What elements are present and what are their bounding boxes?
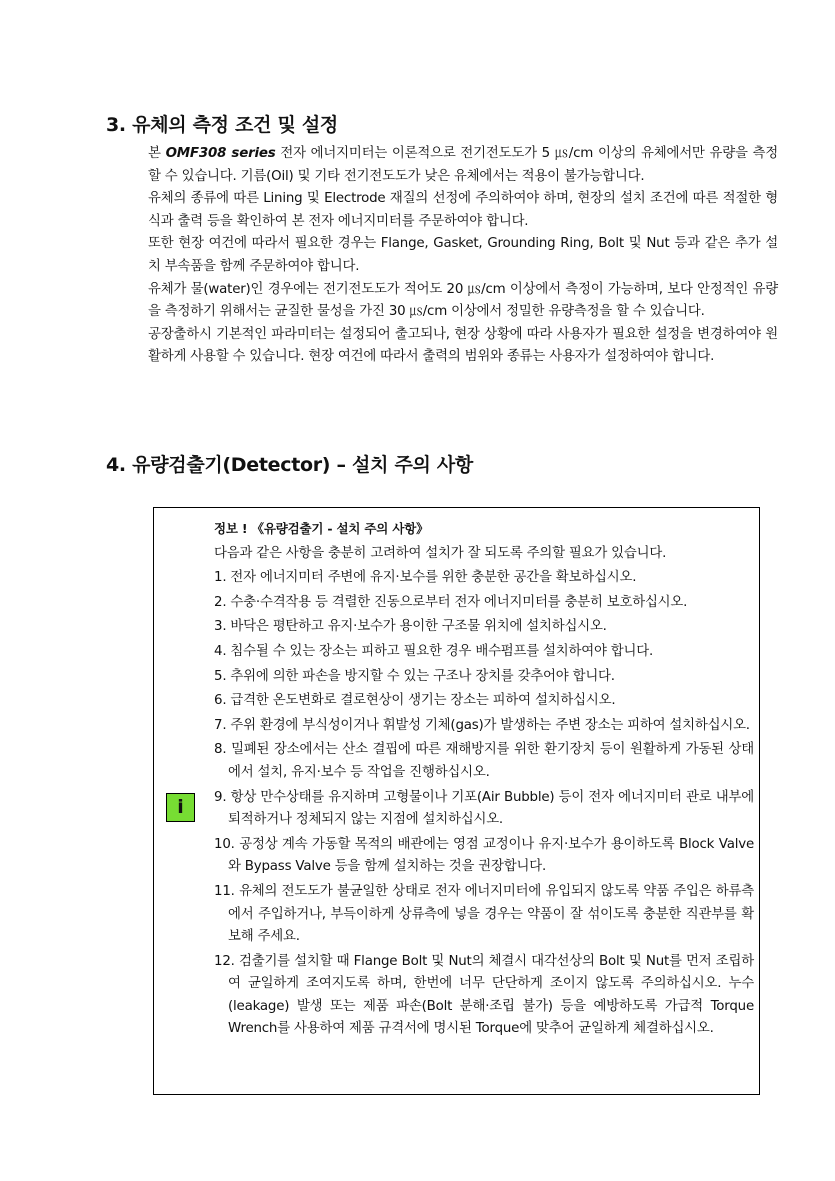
list-item: 11. 유체의 전도도가 불균일한 상태로 전자 에너지미터에 유입되지 않도록 약품 주입은 하류측에서 주입하거나, 부득이하게 상류측에 넣을 경우는 약품이 잘 섞이도록 충분한 직관부를 확보해 주세요.: [214, 883, 754, 945]
section-3-body: [148, 143, 778, 369]
info-list: [214, 567, 754, 1041]
section-4-heading: 4. 유량검출기(Detector) – 설치 주의 사항: [106, 454, 473, 476]
paragraph-1-text: 전자 에너지미터는 이론적으로 전기전도도가 5 ㎲/cm 이상의 유체에서만 유량을 측정할 수 있습니다. 기름(Oil) 및 기타 전기전도도가 낮은 유체에서는 적용이 불가능합니다.: [148, 146, 779, 184]
paragraph-5: 공장출하시 기본적인 파라미터는 설정되어 출고되나, 현장 상황에 따라 사용자가 필요한 설정을 변경하여야 원활하게 사용할 수 있습니다. 현장 여건에 따라서 출력의 범위와 종류는 사용자가 설정하여야 합니다.: [148, 326, 778, 365]
paragraph-1-prefix: 본: [148, 146, 166, 161]
list-item: 6. 급격한 온도변화로 결로현상이 생기는 장소는 피하여 설치하십시오.: [214, 693, 616, 709]
list-item: 4. 침수될 수 있는 장소는 피하고 필요한 경우 배수펌프를 설치하여야 합니다.: [214, 643, 654, 659]
paragraph-3: 또한 현장 여건에 따라서 필요한 경우는 Flange, Gasket, Grounding Ring, Bolt 및 Nut 등과 같은 추가 설치 부속품을 함께 주문하여야 합니다.: [148, 236, 778, 274]
info-box: [153, 507, 760, 1095]
section-3-heading: 3. 유체의 측정 조건 및 설정: [106, 114, 338, 136]
info-intro: 다음과 같은 사항을 충분히 고려하여 설치가 잘 되도록 주의할 필요가 있습니다.: [214, 545, 667, 561]
info-content: [214, 518, 754, 1043]
paragraph-1: [148, 143, 778, 188]
list-item: 2. 수충·수격작용 등 격렬한 진동으로부터 전자 에너지미터를 충분히 보호하십시오.: [214, 594, 688, 610]
list-item: 3. 바닥은 평탄하고 유지·보수가 용이한 구조물 위치에 설치하십시오.: [214, 619, 607, 635]
list-item: 5. 추위에 의한 파손을 방지할 수 있는 구조나 장치를 갖추어야 합니다.: [214, 668, 615, 684]
list-item: 8. 밀폐된 장소에서는 산소 결핍에 따른 재해방지를 위한 환기장치 등이 원활하게 가동된 상태에서 설치, 유지·보수 등 작업을 진행하십시오.: [214, 742, 754, 780]
list-item: 1. 전자 에너지미터 주변에 유지·보수를 위한 충분한 공간을 확보하십시오.: [214, 570, 637, 586]
list-item: 12. 검출기를 설치할 때 Flange Bolt 및 Nut의 체결시 대각선상의 Bolt 및 Nut를 먼저 조립하여 균일하게 조여지도록 하며, 한번에 너무 단단하게 조이지 않도록 주의하십시오. 누수(leakage) 발생 또는 제품 파손(Bolt 분해·조립 불가) 등을 예방하도록 가급적 Torque Wrench를 사용하여 제품 규격서에 명시된 Torque에 맞추어 균일하게 체결하십시오.: [214, 953, 754, 1037]
list-item: 10. 공정상 계속 가동할 목적의 배관에는 영점 교정이나 유지·보수가 용이하도록 Block Valve와 Bypass Valve 등을 함께 설치하는 것을 권장합니다.: [214, 836, 754, 875]
info-icon: i: [166, 793, 195, 822]
info-title: 정보 ! 《유량검출기 - 설치 주의 사항》: [214, 521, 429, 536]
list-item: 9. 항상 만수상태를 유지하며 고형물이나 기포(Air Bubble) 등이 전자 에너지미터 관로 내부에 퇴적하거나 정체되지 않는 지점에 설치하십시오.: [214, 789, 754, 828]
paragraph-4: 유체가 물(water)인 경우에는 전기전도도가 적어도 20 ㎲/cm 이상에서 측정이 가능하며, 보다 안정적인 유량을 측정하기 위해서는 균질한 물성을 가진 30 ㎲/cm 이상에서 정밀한 유량측정을 할 수 있습니다.: [148, 281, 778, 320]
list-item: 7. 주위 환경에 부식성이거나 휘발성 기체(gas)가 발생하는 주변 장소는 피하여 설치하십시오.: [214, 717, 750, 733]
model-name: OMF308 series: [165, 146, 276, 161]
paragraph-2: 유체의 종류에 따른 Lining 및 Electrode 재질의 선정에 주의하여야 하며, 현장의 설치 조건에 따른 적절한 형식과 출력 등을 확인하여 본 전자 에너지미터를 주문하여야 합니다.: [148, 191, 778, 229]
